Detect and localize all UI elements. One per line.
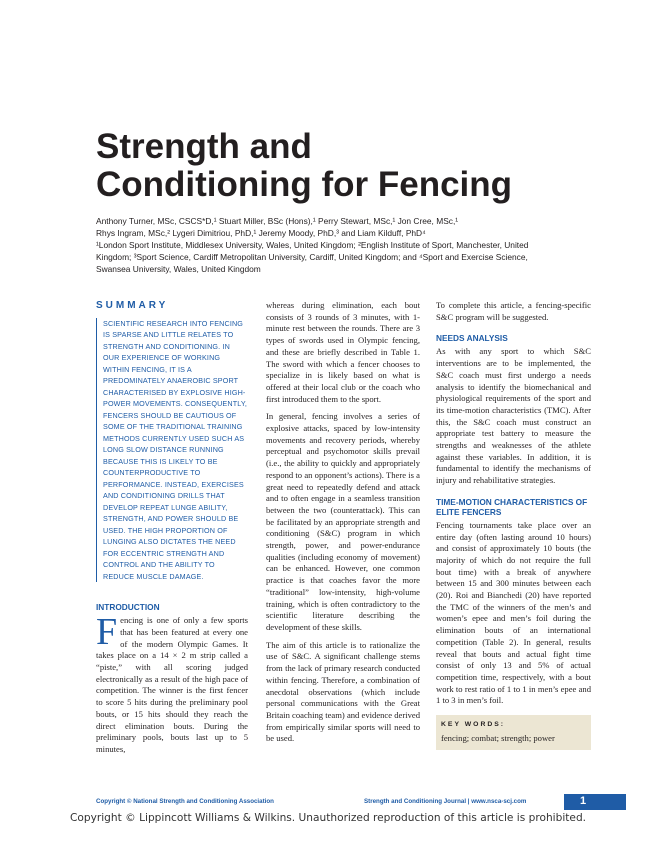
needs-analysis-heading: NEEDS ANALYSIS: [436, 333, 508, 344]
intro-paragraph: [96, 611, 248, 755]
body-paragraph: Fencing tournaments take place over an entire day (often lasting around 10 hours) and consist of approximately 10 bouts (the majority of which do not require the full bout time) with a break of anywhere between 15 and 300 minutes between each (20). Roi and Bianchedi (20) have reported the TMC of the winners of the men’s and women’s epee and men’s foil during the elimination bouts of an international competition (Table 2). In general, results reveal that bouts and actual fight time consist of only 13 and 5% of actual competition time, respectively, with a bout work to rest ratio of 1 to 1 in men’s epee and 1 to 3 in men’s foil.: [436, 519, 591, 706]
author-line: Rhys Ingram, MSc,² Lygeri Dimitriou, PhD,¹ Jeremy Moody, PhD,³ and Liam Kilduff, PhD⁴: [96, 228, 426, 238]
page-number: 1: [580, 795, 587, 807]
affiliation-line: Swansea University, Wales, United Kingdom: [96, 264, 261, 274]
body-paragraph: To complete this article, a fencing-specific S&C program will be suggested.: [436, 300, 591, 322]
keywords-text: fencing; combat; strength; power: [441, 732, 555, 743]
affiliation-line: Kingdom; ³Sport Science, Cardiff Metropolitan University, Cardiff, United Kingdom; and ⁴Sport and Exercise Science,: [96, 252, 528, 262]
page-footer: [96, 794, 626, 808]
body-paragraph: As with any sport to which S&C interventions are to be implemented, the S&C coach must first undergo a needs analysis to identify the biomechanical and physiological requirements of the sport and its time-motion characteristics (TMC). After this, the S&C coach must construct an appropriate test battery to measure the strengths and weaknesses of the athlete against these variables. In addition, it is fundamental to identify the mechanisms of injury and rehabilitative strategies.: [436, 346, 591, 486]
tmc-heading: TIME-MOTION CHARACTERISTICS OF ELITE FENCERS: [436, 496, 588, 517]
article-title: [96, 128, 616, 204]
author-line: Anthony Turner, MSc, CSCS*D,¹ Stuart Miller, BSc (Hons),¹ Perry Stewart, MSc,¹ Jon Cree, MSc,¹: [96, 216, 459, 226]
body-paragraph: whereas during elimination, each bout consists of 3 rounds of 3 minutes, with 1-minute rest between the rounds. There are 3 types of swords used in Olympic fencing, and these are briefly described in Table 1. The sword with which a fencer chooses to specialize in is likely based on what is offered at their local club or the coach who first introduced them to the sport.: [266, 300, 420, 404]
intro-paragraph-text: encing is one of only a few sports that has been featured at every one of the modern Olympic Games. It takes place on a 14 × 2 m strip called a “piste,” with all scoring judged electronically as a result of the high pace of competition. The winner is the first fencer to score 5 hits during the preliminary pool bouts, or 15 hits should they reach the direct elimination bouts. During the preliminary pools, bouts last up to 5 minutes,: [96, 615, 248, 754]
introduction-heading: INTRODUCTION: [96, 602, 160, 613]
footer-copyright: Copyright © National Strength and Conditioning Association: [96, 798, 274, 805]
author-block: [96, 215, 596, 275]
title-line-2: Conditioning for Fencing: [96, 165, 513, 204]
keywords-box: [436, 715, 591, 749]
body-paragraph: In general, fencing involves a series of explosive attacks, spaced by low-intensity movements and recovery periods, whereby perceptual and psychomotor skills prevail (i.e., the ability to quickly and appropriately respond to an opponent’s actions). There is a great need to repeatedly defend and attack and to often engage in a seamless transition between the two (counterattack). This can be facilitated by an appropriate strength and conditioning (S&C) program in which strength, power, and power-endurance qualities (including economy of movement) can be enhanced. However, one common practice is that coaches favor the more “traditional” low-intensity, high-volume training, which is often contradictory to the scientific literature describing the development of these skills.: [266, 411, 420, 632]
column-3: [436, 300, 591, 750]
summary-text: SCIENTIFIC RESEARCH INTO FENCING IS SPARSE AND LITTLE RELATES TO STRENGTH AND CONDITIONING. IN OUR EXPERIENCE OF WORKING WITHIN FENCING, IT IS A PREDOMINATELY ANAEROBIC SPORT CHARACTERISED BY EXPLOSIVE HIGH-POWER MOVEMENTS. CONSEQUENTLY, FENCERS SHOULD BE CAUTIOUS OF SOME OF THE TRADITIONAL TRAINING METHODS CURRENTLY USED SUCH AS LONG SLOW DISTANCE RUNNING BECAUSE THIS IS LIKELY TO BE COUNTERPRODUCTIVE TO PERFORMANCE. INSTEAD, EXERCISES AND CONDITIONING DRILLS THAT DEVELOP REPEAT LUNGE ABILITY, STRENGTH, AND POWER SHOULD BE USED. THE HIGH PROPORTION OF LUNGING ALSO DICTATES THE NEED FOR ECCENTRIC STRENGTH AND CONTROL AND THE ABILITY TO REDUCE MUSCLE DAMAGE.: [96, 318, 248, 583]
keywords-heading: KEY WORDS:: [441, 721, 506, 729]
page-number-box: [564, 794, 626, 810]
footer-journal[interactable]: Strength and Conditioning Journal | www.nsca-scj.com: [364, 798, 527, 805]
drop-cap: F: [96, 611, 118, 654]
summary-heading: SUMMARY: [96, 300, 169, 311]
body-paragraph: The aim of this article is to rationalize the use of S&C. A significant challenge stems from the lack of primary research conducted within fencing. Therefore, a combination of anecdotal observations (which include personal communications with the Great Britain coaching team) and evidence derived from empirically similar sports will need to be used.: [266, 639, 420, 744]
column-2: [266, 300, 420, 751]
title-line-1: Strength and: [96, 127, 312, 166]
copyright-notice: Copyright © Lippincott Williams & Wilkins. Unauthorized reproduction of this article is prohibited.: [70, 812, 587, 824]
affiliation-line: ¹London Sport Institute, Middlesex University, Wales, United Kingdom; ²English Institute of Sport, Manchester, United: [96, 240, 529, 250]
column-1: [96, 300, 248, 762]
